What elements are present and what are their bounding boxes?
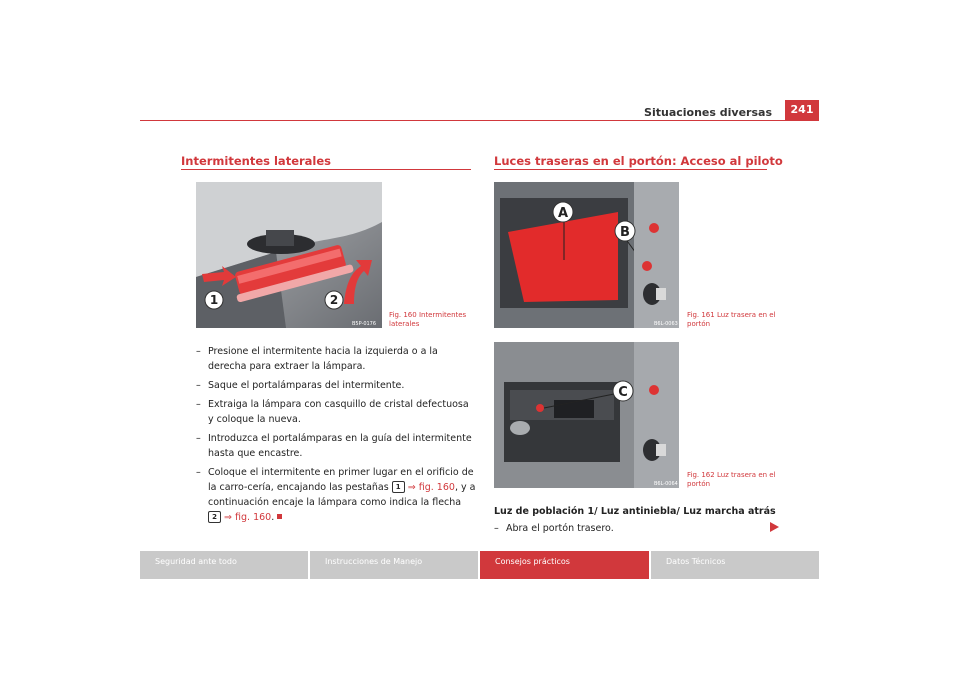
step-3 [196,397,476,427]
callout-marker-2: 2 [208,511,221,523]
figure-ref-link-2[interactable]: ⇒ fig. 160 [224,512,272,523]
right-step-1-text: Abra el portón trasero. [506,523,614,534]
figure-162-image [494,342,679,488]
figure-161-code: B6L-0063 [654,321,678,327]
figure-162-caption: Fig. 162 Luz trasera en el portón [687,471,776,488]
figure-160-caption: Fig. 160 Intermitentes laterales [389,311,467,328]
step-4-text: Introduzca el portalámparas en la guía del intermitente hasta que encastre. [208,433,472,459]
footer-tab-label: Seguridad ante todo [155,557,237,566]
dash-icon: – [196,399,201,410]
right-step-1 [494,521,754,536]
figure-161-marker-a: A [557,206,569,221]
step-2 [196,378,476,393]
footer-tab-label: Consejos prácticos [495,557,570,566]
step-5-text-a: Coloque el intermitente en primer lugar en el orificio de la carro-cería, encajando las pestañas [208,467,474,493]
continue-arrow-icon [770,522,779,532]
step-3-text: Extraiga la lámpara con casquillo de cristal defectuosa y coloque la nueva. [208,399,469,425]
right-steps-list [494,521,754,540]
dash-icon: – [494,523,499,534]
footer-tab-instrucciones[interactable] [310,551,478,579]
footer-tab-seguridad[interactable] [140,551,308,579]
step-1-text: Presione el intermitente hacia la izquierda o a la derecha para extraer la lámpara. [208,346,438,372]
step-1 [196,344,476,374]
footer-tab-label: Instrucciones de Manejo [325,557,423,566]
end-square-icon [277,514,282,519]
step-4 [196,431,476,461]
step-5-text-b: , y a continuación encaje la lámpara como indica la flecha [208,482,476,508]
figure-160-marker-1: 1 [209,293,219,307]
header-rule [140,120,819,121]
figure-162-marker-c: C [618,385,628,400]
figure-162-code: B6L-0064 [654,481,678,487]
dash-icon: – [196,380,201,391]
figure-ref-link-1[interactable]: ⇒ fig. 160 [407,482,455,493]
figure-160-marker-2: 2 [329,293,339,307]
dash-icon: – [196,346,201,357]
running-header-title: Situaciones diversas [644,106,772,119]
figure-160-image [196,182,382,328]
page-number: 241 [785,100,819,120]
figure-161-marker-b: B [620,225,630,240]
step-2-text: Saque el portalámparas del intermitente. [208,380,405,391]
section-rule-right [494,169,767,170]
section-rule-left [181,169,471,170]
figure-160-code: B5P-0176 [352,321,377,327]
step-5 [196,465,476,525]
left-steps-list [196,344,476,529]
footer-tab-label: Datos Técnicos [666,557,726,566]
figure-161-caption: Fig. 161 Luz trasera en el portón [687,311,776,328]
footer-tab-datos[interactable] [651,551,819,579]
dash-icon: – [196,467,201,478]
section-heading-luces-traseras: Luces traseras en el portón: Acceso al piloto [494,154,783,168]
footer-tab-consejos[interactable] [480,551,649,579]
subheading-luz-poblacion: Luz de población 1/ Luz antiniebla/ Luz marcha atrás [494,506,776,517]
step-5-text-c: . [271,512,275,523]
callout-marker-1: 1 [392,481,405,493]
section-heading-intermitentes: Intermitentes laterales [181,154,332,168]
figure-161-image [494,182,679,328]
dash-icon: – [196,433,201,444]
